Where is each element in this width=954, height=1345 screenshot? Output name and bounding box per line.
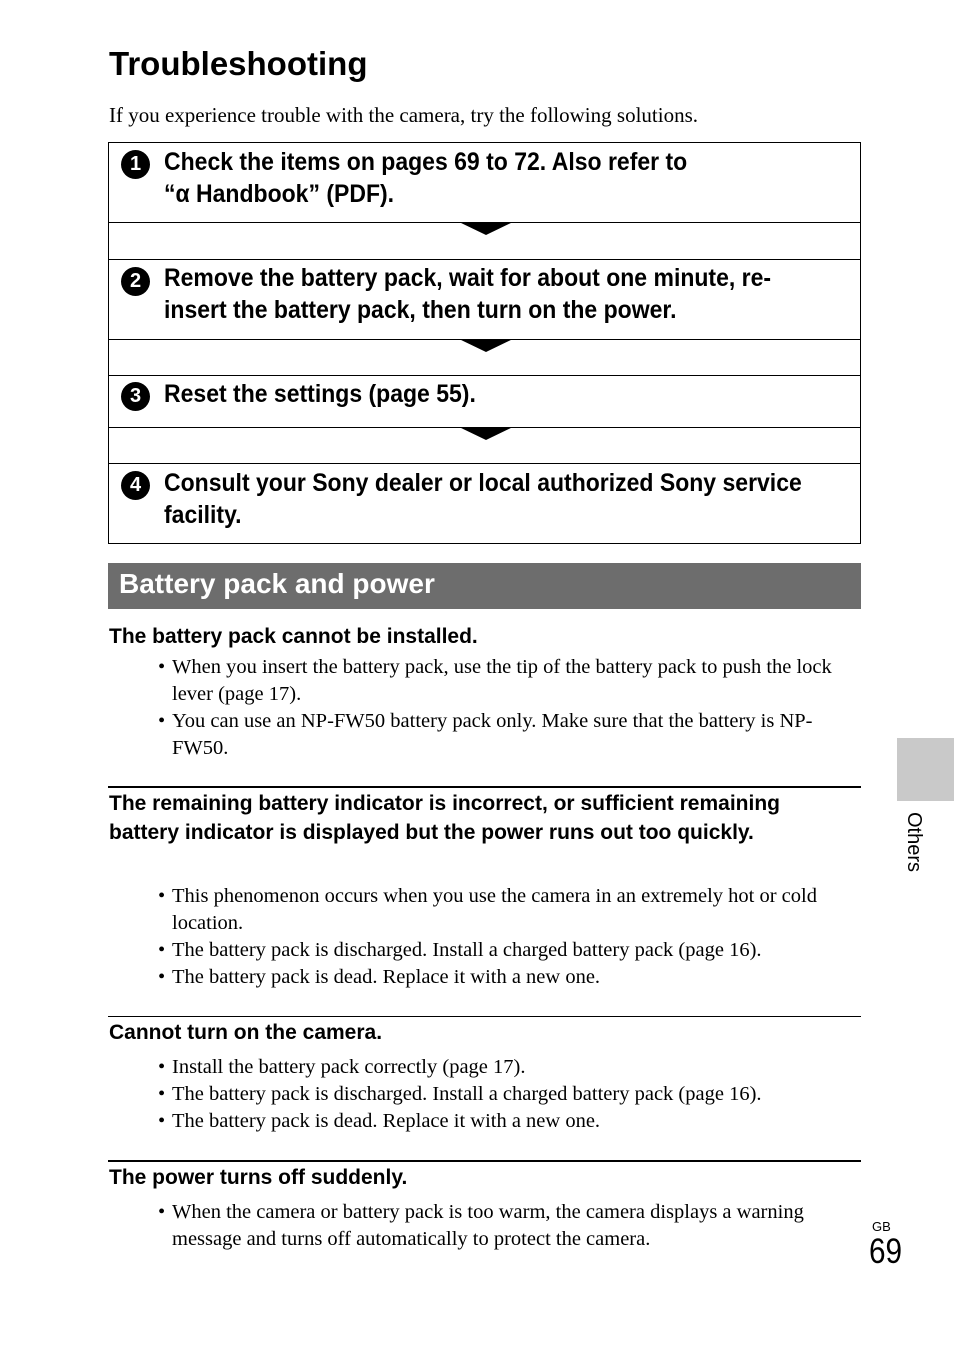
solution-list (158, 883, 858, 991)
list-item: • The battery pack is discharged. Install a charged battery pack (page 16). (158, 1081, 858, 1108)
section-title: Battery pack and power (119, 568, 435, 599)
step-2-text (164, 262, 791, 326)
list-item: • The battery pack is dead. Replace it with a new one. (158, 1108, 858, 1135)
region-code: GB (872, 1219, 891, 1234)
problem-heading: The battery pack cannot be installed. (109, 625, 478, 648)
solution-list (158, 1199, 858, 1253)
divider (108, 1160, 861, 1162)
flow-arrow-down-icon (459, 222, 513, 235)
step-number-badge: 3 (121, 382, 150, 411)
step-3-line-1: Reset the settings (page 55). (164, 380, 476, 408)
step-4-line-1: Consult your Sony dealer or local authorized Sony service (164, 469, 802, 497)
step-number-badge: 4 (121, 471, 150, 500)
flow-arrow-down-icon (459, 427, 513, 440)
flow-arrow-down-icon (459, 339, 513, 352)
step-2-line-2: insert the battery pack, then turn on the power. (164, 296, 677, 324)
step-2-box (108, 259, 861, 340)
step-2-line-1: Remove the battery pack, wait for about one minute, re- (164, 264, 772, 292)
step-4-text (164, 467, 802, 531)
side-tab-label (897, 812, 927, 932)
step-1-line-2: “α Handbook” (PDF). (164, 180, 395, 208)
problem-heading: The remaining battery indicator is incorrect, or sufficient remaining battery indicator is displayed but the power runs out too quickly. (109, 792, 780, 844)
list-item: • The battery pack is discharged. Install a charged battery pack (page 16). (158, 937, 858, 964)
section-header (108, 563, 861, 609)
step-1-box (108, 142, 861, 223)
divider (108, 1016, 861, 1017)
list-item: • This phenomenon occurs when you use the camera in an extremely hot or cold location. (158, 883, 858, 937)
solution-list (158, 1054, 858, 1135)
list-item: • You can use an NP-FW50 battery pack only. Make sure that the battery is NP-FW50. (158, 708, 858, 762)
list-item: • Install the battery pack correctly (page 17). (158, 1054, 858, 1081)
step-3-text (164, 378, 791, 410)
step-4-box (108, 463, 861, 544)
divider (108, 786, 861, 788)
intro-text: If you experience trouble with the camera, try the following solutions. (109, 103, 698, 127)
solution-list (158, 654, 858, 762)
problem-heading: Cannot turn on the camera. (109, 1021, 383, 1044)
step-1-text (164, 146, 791, 210)
list-item: • When you insert the battery pack, use the tip of the battery pack to push the lock lever (page 17). (158, 654, 858, 708)
problem-heading: The power turns off suddenly. (109, 1166, 408, 1189)
side-tab-marker (897, 738, 954, 801)
page-number: 69 (869, 1232, 903, 1271)
list-item: • When the camera or battery pack is too warm, the camera displays a warning message and turns off automatically to protect the camera. (158, 1199, 858, 1253)
step-3-box (108, 375, 861, 428)
step-number-badge: 2 (121, 267, 150, 296)
step-1-line-1: Check the items on pages 69 to 72. Also refer to (164, 148, 688, 176)
step-number-badge: 1 (121, 150, 150, 179)
side-tab-text: Others (903, 812, 925, 873)
list-item: • The battery pack is dead. Replace it with a new one. (158, 964, 858, 991)
step-4-line-2: facility. (164, 501, 242, 529)
page-title: Troubleshooting (109, 45, 368, 82)
